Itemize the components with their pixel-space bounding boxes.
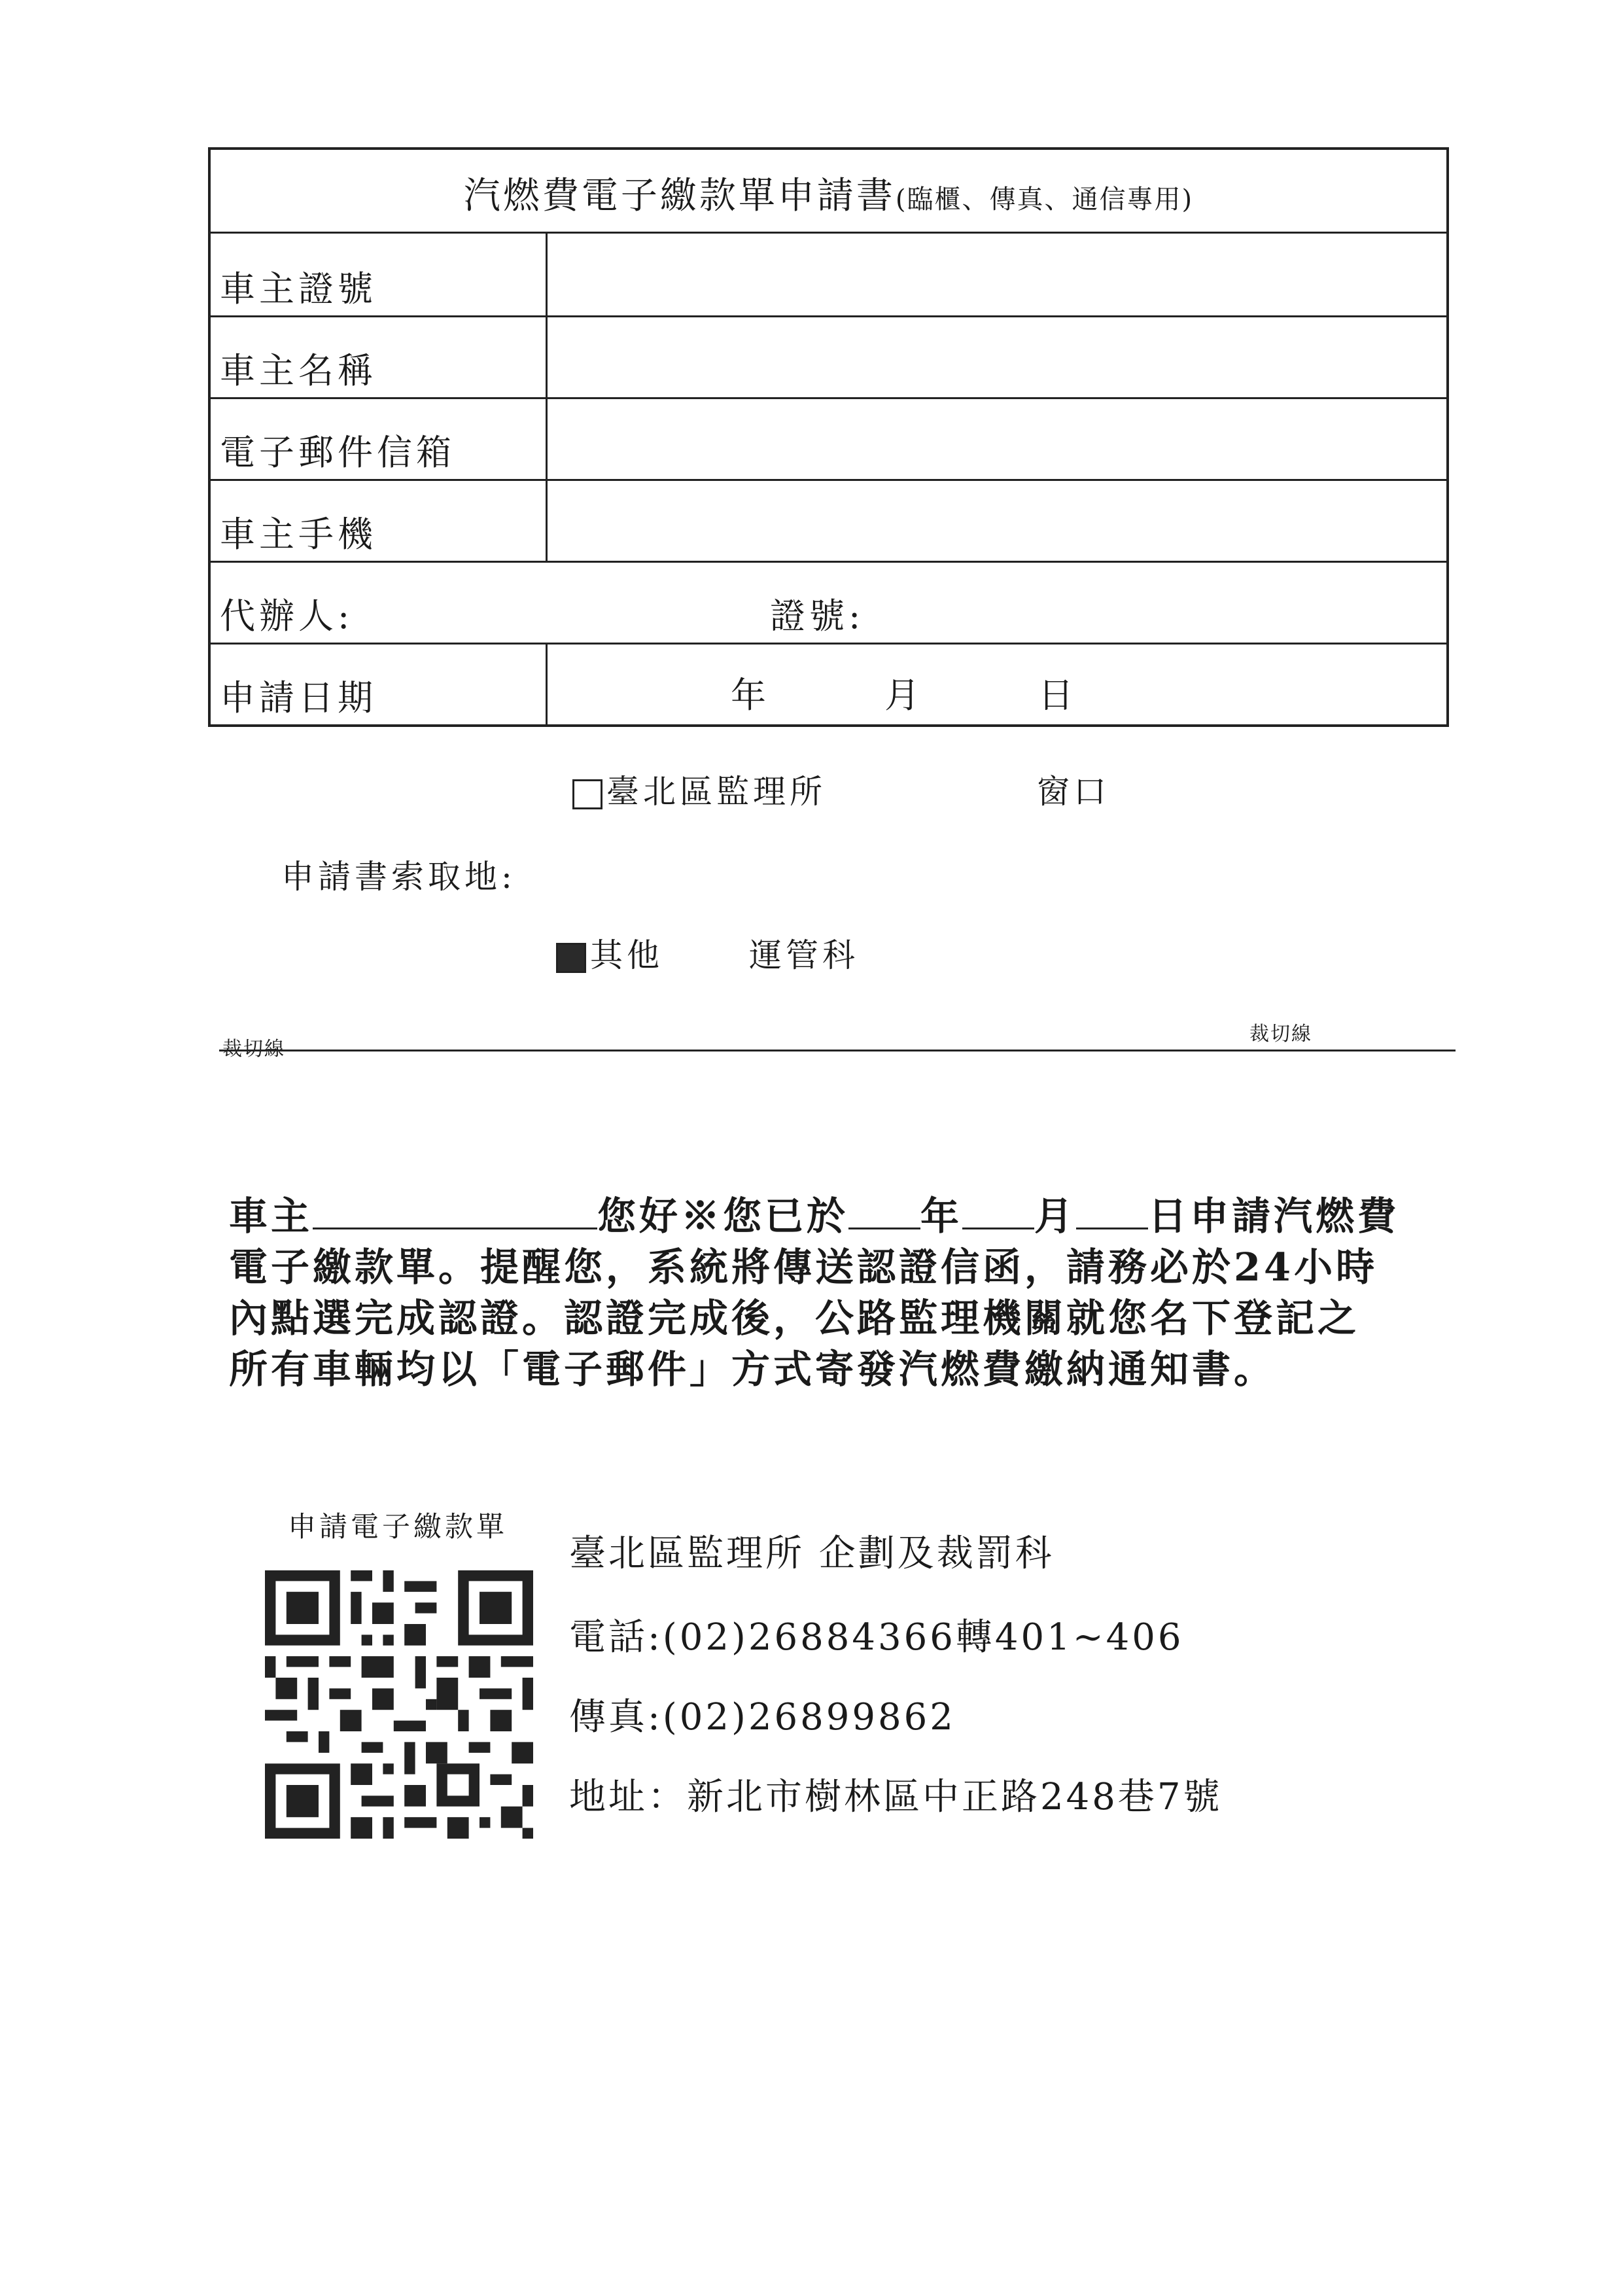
form-title-sub: (臨櫃、傳真、通信專用) [895,185,1194,215]
application-form [208,147,1449,727]
option-other-value: 運管科 [749,936,859,974]
option-other-name: 其他 [590,936,663,974]
notice-line-4: 所有車輛均以「電子郵件」方式寄發汽燃費繳納通知書。 [229,1347,1276,1392]
option-other-checkbox[interactable] [556,943,586,973]
qr-code-icon[interactable] [265,1570,533,1839]
day-blank [1076,1192,1148,1229]
notice-paragraph [229,1191,1439,1395]
source-prompt: 申請書索取地: [281,858,516,896]
owner-name-blank [313,1192,597,1229]
cut-line [219,1050,1456,1051]
form-title [211,167,1446,219]
month-blank [962,1192,1034,1229]
year-blank [848,1192,920,1229]
date-year: 年 [731,675,766,716]
option-other [556,929,663,976]
option-taipei-value: 窗口 [1037,773,1110,811]
owner-name-label: 車主名稱 [220,350,377,391]
cut-label-right: 裁切線 [1249,1023,1312,1046]
email-label: 電子郵件信箱 [220,432,455,473]
option-taipei-name: 臺北區監理所 [606,773,826,811]
option-taipei-checkbox[interactable] [572,779,602,809]
notice-owner-label: 車主 [229,1193,313,1239]
date-label: 申請日期 [220,677,377,718]
contact-address: 地址：新北市樹林區中正路248巷7號 [569,1776,1223,1818]
notice-line-3: 內點選完成認證。認證完成後，公路監理機關就您名下登記之 [229,1296,1360,1341]
owner-id-label: 車主證號 [220,268,377,309]
notice-year: 年 [920,1193,963,1239]
date-row [211,643,1446,724]
notice-line-1 [229,1191,1439,1242]
owner-id-row [211,234,1446,315]
date-month: 月 [884,675,920,716]
qr-caption: 申請電子繳款單 [288,1511,508,1544]
notice-greeting: 您好※您已於 [597,1193,849,1239]
mobile-row [211,479,1446,561]
agent-id-label: 證號: [770,595,865,637]
option-taipei-office [572,766,826,813]
notice-month: 月 [1034,1193,1077,1239]
notice-day-text: 日申請汽燃費 [1148,1193,1400,1239]
contact-phone: 電話:(02)26884366轉401~406 [569,1616,1184,1659]
agent-row [211,561,1446,643]
form-title-row [211,150,1446,234]
date-day: 日 [1038,675,1073,716]
email-row [211,397,1446,479]
form-title-main: 汽燃費電子繳款單申請書 [463,175,896,217]
contact-office: 臺北區監理所 企劃及裁罰科 [569,1532,1055,1575]
mobile-label: 車主手機 [220,514,377,555]
agent-label: 代辦人: [220,595,354,637]
owner-name-row [211,315,1446,397]
contact-fax: 傳真:(02)26899862 [569,1696,956,1739]
notice-line-2: 電子繳款單。提醒您，系統將傳送認證信函，請務必於24小時 [229,1245,1378,1290]
cut-label-left: 裁切線 [222,1038,285,1061]
